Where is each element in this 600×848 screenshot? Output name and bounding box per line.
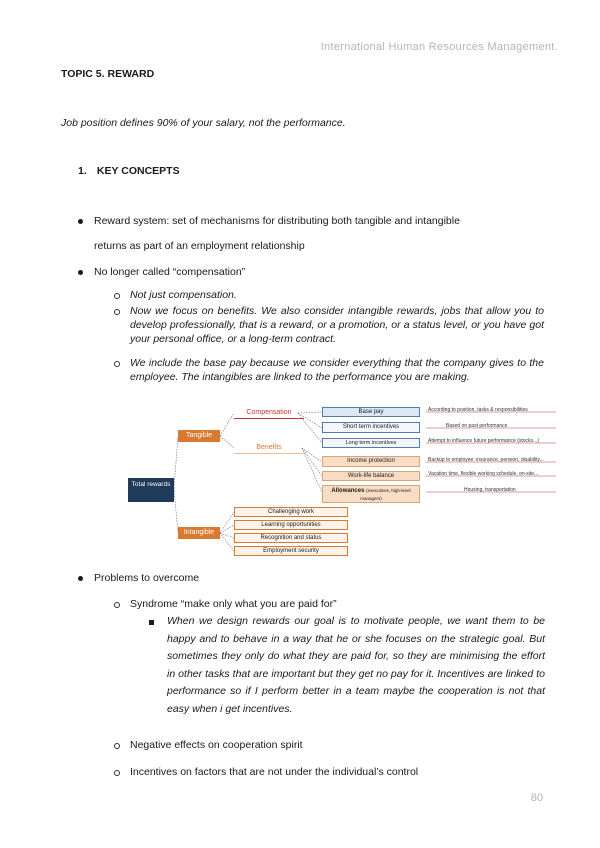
reward-line-1: Reward system: set of mechanisms for distributing both tangible and intangible [94,215,460,227]
base-pay-box: Base pay [322,407,420,417]
compensation-label: Compensation [234,407,304,419]
intangible-box: Intangible [178,527,220,539]
long-term-description: Attempt to influence future performance (stocks...) [428,438,539,444]
syndrome-detail: When we design rewards our goal is to motivate people, we want them to be happy and to behave in a way that he or she focuses on the strategic goal. But sometimes they only do what they are paid for, so they are minimising the effort in other tasks that are important but they get no pay for it. Incentives are linked to performance so if I perform better in a team maybe the cooperation is not that easy when i get incentives. [167,615,545,715]
page-number: 80 [530,792,543,804]
tangible-box: Tangible [178,430,220,442]
sub-bullet-circle [114,361,120,367]
reward-system-definition [94,209,556,259]
challenging-work-box: Challenging work [234,507,348,517]
section-heading [78,165,180,177]
work-life-description: Vacation time, flexible working schedule, on-site... [428,471,539,477]
income-protection-description: Backup to employee: insurance, pension, disability... [428,457,544,463]
reward-line-2: returns as part of an employment relationship [94,240,305,252]
sub-bullet-circle [114,770,120,776]
employment-security-box: Employment security [234,546,348,556]
running-header: International Human Resources Management. [320,41,558,53]
sub-item-not-just-compensation: Not just compensation. [130,289,237,301]
work-life-box: Work-life balance [322,471,420,481]
total-rewards-diagram [128,403,558,558]
allowances-description: Housing, transportation [464,487,516,493]
intro-sentence: Job position defines 90% of your salary, not the performance. [61,117,346,129]
sub-sub-bullet-square [149,620,154,625]
allowances-note: (executives, high-level managers) [360,488,411,501]
learning-opportunities-box: Learning opportunities [234,520,348,530]
section-title: KEY CONCEPTS [96,165,180,177]
problems-to-overcome: Problems to overcome [94,572,200,584]
base-pay-description: According to position, tasks & responsibilities [428,407,528,413]
sub-bullet-circle [114,602,120,608]
bullet-dot [78,219,83,224]
sub-bullet-circle [114,309,120,315]
sub-item-base-pay: We include the base pay because we consider everything that the company gives to the employee. The intangibles are linked to the performance you are making. [130,357,544,383]
recognition-status-box: Recognition and status [234,533,348,543]
bullet-dot [78,576,83,581]
short-term-description: Based on past performance [446,423,508,429]
incentives-factors-item: Incentives on factors that are not under the individual’s control [130,766,419,778]
benefits-label: Benefits [234,442,304,454]
section-number: 1. [78,165,87,177]
sub-bullet-circle [114,743,120,749]
no-longer-compensation: No longer called “compensation” [94,266,246,278]
sub-item-benefits: Now we focus on benefits. We also consider intangible rewards, jobs that allow you to develop professionally, that is a reward, or a promotion, or a status level, or you have got your personal office, or a long-term contract. [130,305,544,345]
long-term-box: Long term incentives [322,438,420,448]
income-protection-box: Income protection [322,456,420,467]
bullet-dot [78,270,83,275]
negative-effects-item: Negative effects on cooperation spirit [130,739,303,751]
topic-title: TOPIC 5. REWARD [61,68,155,80]
short-term-box: Short term incentives [322,422,420,433]
allowances-box [322,485,420,503]
allowances-label: Allowances [331,488,365,494]
sub-bullet-circle [114,293,120,299]
total-rewards-box: Total rewards [128,478,174,502]
syndrome-item: Syndrome “make only what you are paid for” [130,598,337,610]
